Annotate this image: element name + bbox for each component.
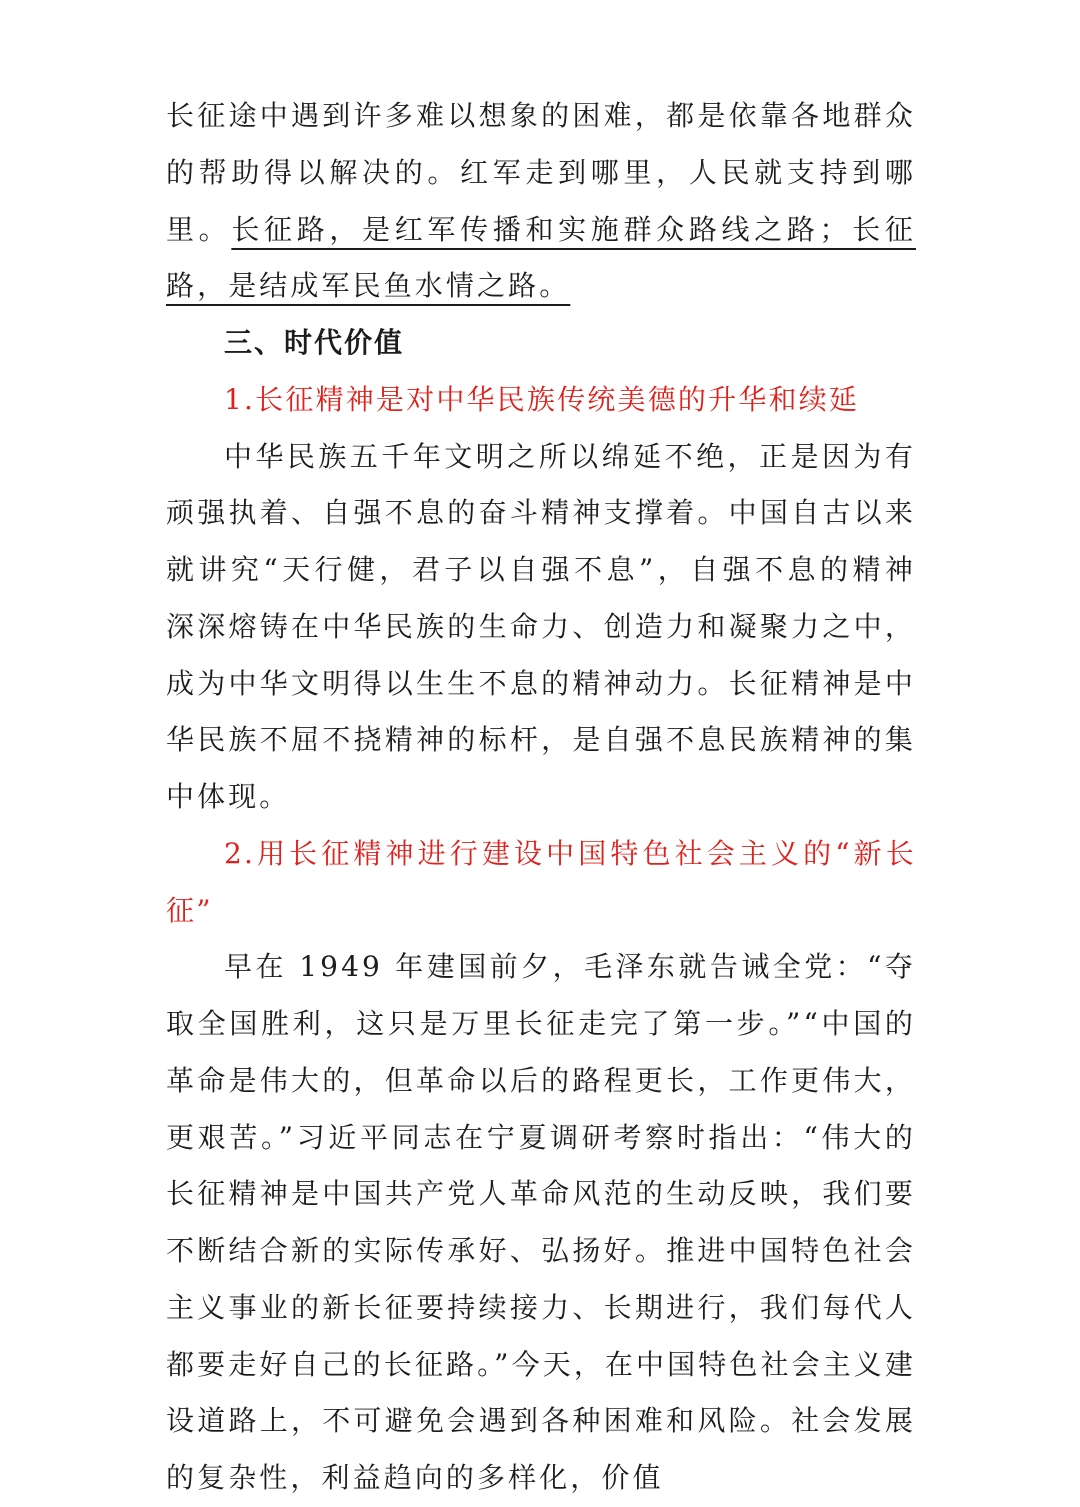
- document-page: [166, 88, 916, 1507]
- intro-text: 长征途中遇到许多难以想象的困难，都是依靠各地群众的帮助得以解决的。红军走到哪里，人民就支持到哪里。: [166, 99, 916, 246]
- subsection-heading-1: 1.长征精神是对中华民族传统美德的升华和续延: [224, 382, 860, 416]
- subsection-heading-2: 2.用长征精神进行建设中国特色社会主义的“新长征”: [166, 836, 916, 927]
- intro-underlined-text: 长征路，是红军传播和实施群众路线之路；长征路，是结成军民鱼水情之路。: [166, 212, 916, 303]
- section-title: 三、时代价值: [224, 326, 405, 359]
- subsection-body-2: 早在 1949 年建国前夕，毛泽东就告诫全党：“夺取全国胜利，这只是万里长征走完了第一步。”“中国的革命是伟大的，但革命以后的路程更长，工作更伟大，更艰苦。”习近平同志在宁夏调研考察时指出：“伟大的长征精神是中国共产党人革命风范的生动反映，我们要不断结合新的实际传承好、弘扬好。推进中国特色社会主义事业的新长征要持续接力、长期进行，我们每代人都要走好自己的长征路。”今天，在中国特色社会主义建设道路上，不可避免会遇到各种困难和风险。社会发展的复杂性，利益趋向的多样化，价值: [166, 950, 916, 1494]
- subsection-body-1: 中华民族五千年文明之所以绵延不绝，正是因为有顽强执着、自强不息的奋斗精神支撑着。中国自古以来就讲究“天行健，君子以自强不息”，自强不息的精神深深熔铸在中华民族的生命力、创造力和凝聚力之中，成为中华文明得以生生不息的精神动力。长征精神是中华民族不屈不挠精神的标杆，是自强不息民族精神的集中体现。: [166, 439, 916, 813]
- intro-paragraph: [166, 88, 916, 315]
